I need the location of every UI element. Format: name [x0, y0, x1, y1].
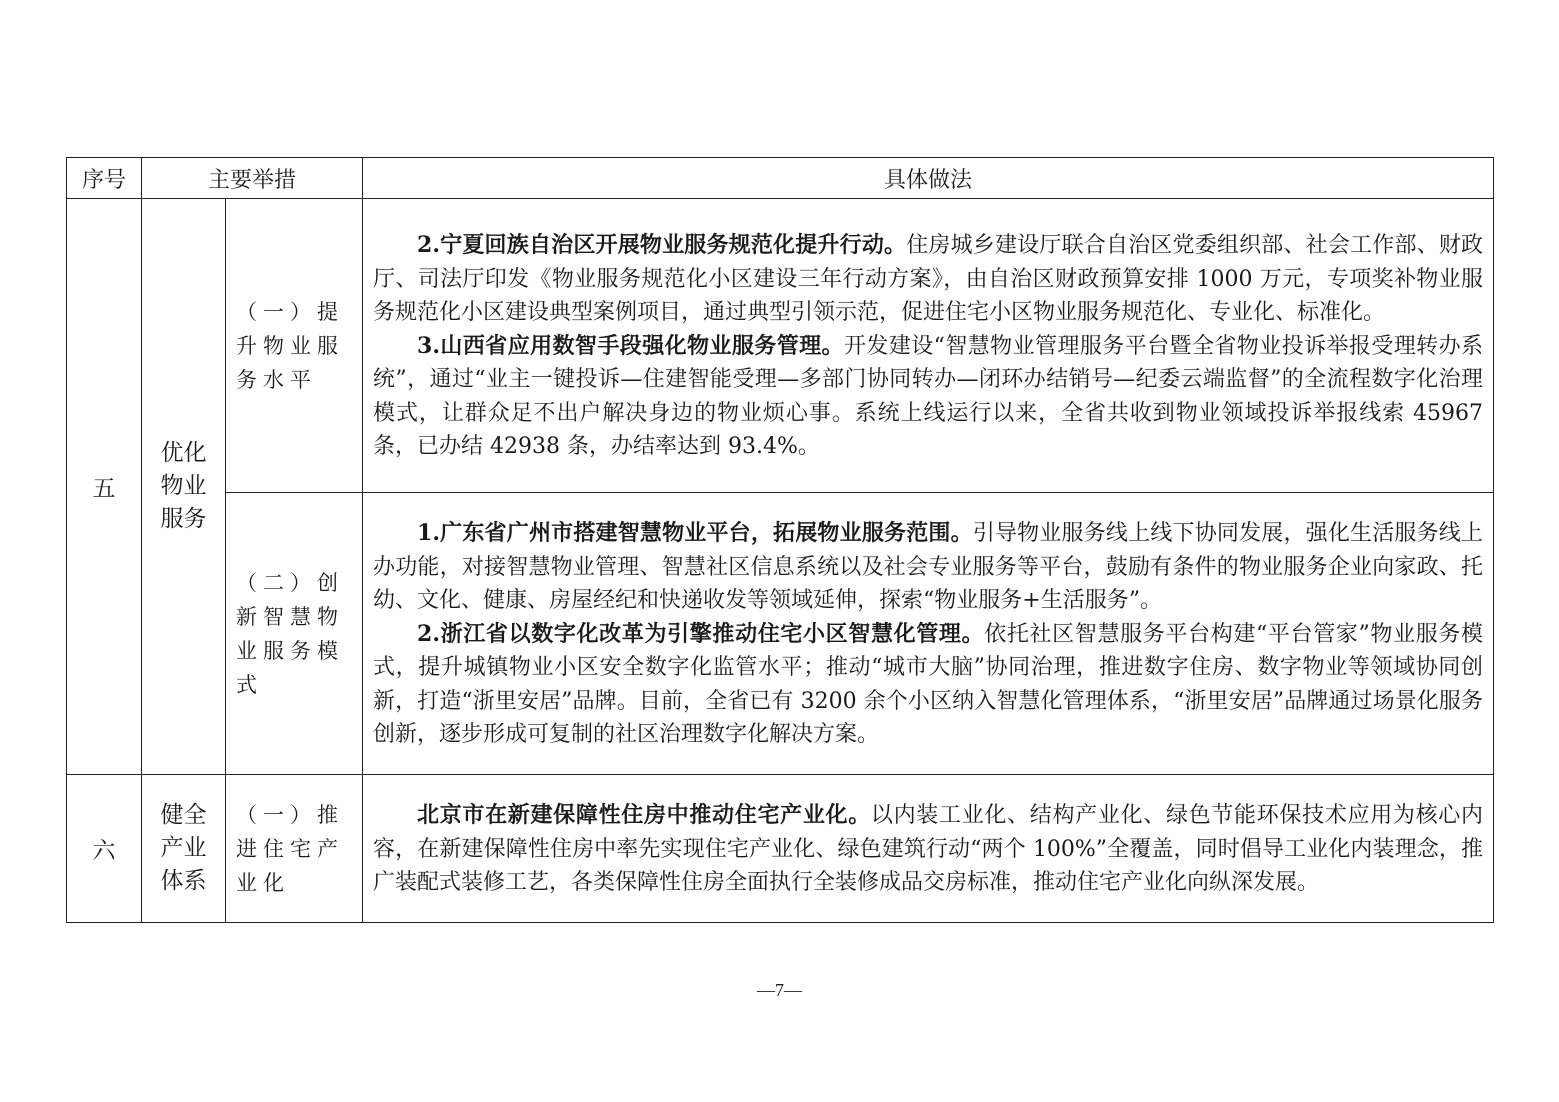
section-measure-label: 健全产业体系 — [160, 802, 207, 894]
measures-table — [66, 157, 1494, 923]
section-seq: 六 — [67, 775, 142, 923]
section-measure — [142, 199, 226, 775]
practice-item — [373, 517, 1483, 618]
table-header-row — [67, 158, 1494, 199]
practice-lead: 3.山西省应用数智手段强化物业服务管理。 — [417, 332, 844, 359]
practice-item — [373, 330, 1483, 464]
practice-item — [373, 618, 1483, 752]
practice-cell — [363, 775, 1494, 923]
section-measure — [142, 775, 226, 923]
section-measure-label: 优化物业服务 — [160, 440, 207, 532]
practice-body: 开发建设“智慧物业管理服务平台暨全省物业投诉举报受理转办系统”，通过“业主一键投诉—住建智能受理—多部门协同转办—闭环办结销号—纪委云端监督”的全流程数字化治理模式，让群众足不出户解决身边的物业烦心事。系统上线运行以来，全省共收到物业领域投诉举报线索 45967 条，已办结 42938 条，办结率达到 93.4%。 — [373, 333, 1484, 460]
practice-cell — [363, 199, 1494, 493]
practice-item — [373, 229, 1483, 330]
page-number: —7— — [757, 980, 802, 1000]
header-seq: 序号 — [67, 158, 142, 199]
header-measure: 主要举措 — [142, 158, 363, 199]
practice-lead: 1.广东省广州市搭建智慧物业平台，拓展物业服务范围。 — [417, 520, 973, 547]
practice-body: 住房城乡建设厅联合自治区党委组织部、社会工作部、财政厅、司法厅印发《物业服务规范化小区建设三年行动方案》，由自治区财政预算安排 1000 万元，专项奖补物业服务规范化小区建设典型案例项目，通过典型引领示范，促进住宅小区物业服务规范化、专业化、标准化。 — [373, 233, 1484, 326]
practice-body: 引导物业服务线上线下协同发展，强化生活服务线上办功能，对接智慧物业管理、智慧社区信息系统以及社会专业服务等平台，鼓励有条件的物业服务企业向家政、托幼、文化、健康、房屋经纪和快递收发等领域延伸，探索“物业服务+生活服务”。 — [373, 521, 1484, 614]
practice-body: 依托社区智慧服务平台构建“平台管家”物业服务模式，提升城镇物业小区安全数字化监管水平；推动“城市大脑”协同治理，推进数字住房、数字物业等领域协同创新，打造“浙里安居”品牌。目前，全省已有 3200 余个小区纳入智慧化管理体系，“浙里安居”品牌通过场景化服务创新，逐步形成可复制的社区治理数字化解决方案。 — [373, 621, 1484, 748]
table-row — [67, 493, 1494, 775]
practice-lead: 北京市在新建保障性住房中推动住宅产业化。 — [417, 802, 871, 829]
table-row — [67, 775, 1494, 923]
practice-lead: 2.宁夏回族自治区开展物业服务规范化提升行动。 — [417, 232, 907, 259]
header-practice: 具体做法 — [363, 158, 1494, 199]
section-seq: 五 — [67, 199, 142, 775]
practice-cell — [363, 493, 1494, 775]
sub-measure-label: （二）创新智慧物业服务模式 — [226, 493, 363, 775]
practice-body: 以内装工业化、结构产业化、绿色节能环保技术应用为核心内容，在新建保障性住房中率先实现住宅产业化、绿色建筑行动“两个 100%”全覆盖，同时倡导工业化内装理念，推广装配式装修工艺，各类保障性住房全面执行全装修成品交房标准，推动住宅产业化向纵深发展。 — [373, 803, 1484, 896]
practice-item — [373, 799, 1483, 900]
sub-measure-label: （一）推进住宅产业化 — [226, 775, 363, 923]
table-row — [67, 199, 1494, 493]
practice-lead: 2.浙江省以数字化改革为引擎推动住宅小区智慧化管理。 — [417, 620, 985, 647]
sub-measure-label: （一）提升物业服务水平 — [226, 199, 363, 493]
